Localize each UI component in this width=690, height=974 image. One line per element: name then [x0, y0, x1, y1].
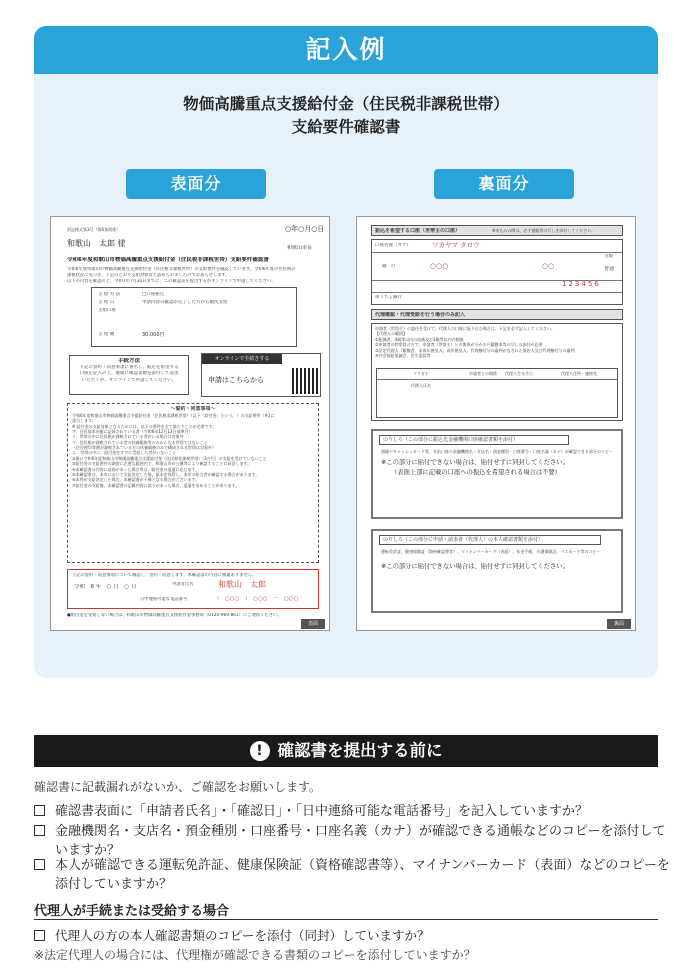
back-section2-bar: [371, 309, 623, 320]
type-value: 普通: [604, 266, 615, 272]
notice-bar: [34, 735, 658, 767]
front-corner-label: 表面: [301, 619, 325, 629]
proxy-header: 代理人住所・連絡先: [561, 371, 597, 376]
pledge-title: ～誓約・同意事項～: [170, 406, 216, 412]
proxy-header: フリガナ: [413, 371, 429, 376]
intro-line: 以下の内容を確認の上、令和7年7月31日までに、この確認書を提出するかオンラインで申請してください。: [67, 278, 276, 284]
account-name-label: 口座名義（カナ）: [375, 243, 411, 248]
sign-phone: （ ○○○ ） ○○○ － ○○○: [214, 596, 299, 602]
front-heading: 令和6年度和歌山市物価高騰重点支援給付金（住民税非課税世帯）支給要件確認書: [67, 257, 269, 263]
online-link-text: 申請はこちらから: [208, 376, 264, 384]
check-text: 確認書表面に「申請者氏名」・「確認日」・「日中連絡可能な電話番号」を記入していますか？: [55, 804, 589, 819]
sign-name-label: 申請者氏名: [172, 582, 194, 587]
attach1-note2: （表面上部に記載の口座への振込を希望される場合は不要）: [391, 469, 562, 476]
sign-date: 令和 6 年 ○ 月 ○ 日: [74, 584, 137, 590]
attach2-note: ※この部分に貼付できない場合は、貼付せずに同封してください。: [381, 563, 569, 570]
front-footer: ●給付金を受給しない場合は、和歌山市物価高騰重点支援給付金事務局（0120-969-861）にご連絡ください。: [67, 613, 282, 618]
sign-phone-label: 日中連絡可能な電話番号: [140, 597, 188, 602]
info-value: 申請内容の確認が完了した方から順次支給: [142, 300, 228, 305]
issue-date: ○年○月○日: [285, 225, 325, 233]
check-item-1[interactable]: [34, 800, 664, 819]
tab-front: 表面分: [126, 169, 266, 199]
procedure-box: [69, 355, 189, 395]
info-label: 支 給 額: [98, 332, 115, 337]
account-number-value: 123456: [562, 280, 601, 288]
checkbox-icon[interactable]: [34, 825, 45, 836]
back-section1-bar: [371, 225, 623, 236]
sign-statement: 上記の誓約・同意事項について確認し、誓約・同意します。本確認書の内容に相違ありません。: [72, 573, 257, 578]
pledge-line: 該当します。: [72, 418, 96, 424]
procedure-line: 口座を記入の上、裏面に確認書類を添付して返送: [79, 371, 179, 377]
proxy-box: [371, 323, 623, 421]
proxy-text: [372, 324, 622, 360]
notice-bar-title: 確認書を提出する前に: [277, 741, 443, 760]
pledge-box: [67, 403, 319, 563]
divider: [377, 379, 617, 380]
branch-value: ○○: [542, 262, 555, 270]
example-header: 記入例: [34, 26, 658, 74]
pledge-line: ※ 給付金の支給対象となるためには、以下の要件を全て満たすことが必要です。: [72, 423, 217, 429]
pledge-line: ②既に令和6年度和歌山市物価高騰重点支援給付金（住民税非課税世帯）（3万円）の支給を受けていないこと: [72, 455, 267, 461]
check-item-3[interactable]: [34, 856, 674, 894]
intro-line: 令和6年度和歌山市物価高騰重点支援給付金（住民税非課税世帯）の支給要件を確認しています。令和6年度の住民税の: [67, 267, 296, 272]
online-title: オンラインで手続きする: [202, 354, 282, 364]
proxy-line: ①配偶者、4親等以内の血族及び1親等以内の姻族: [375, 336, 464, 342]
pledge-line: ウ．住民税が課税されている者の扶養親族等のみからなる世帯ではないこと: [72, 439, 208, 445]
divider: [372, 252, 622, 253]
pledge-line: イ．世帯の中に住民税が課税されている者がいる場合は対象外: [72, 434, 184, 440]
bank-label: 銀 行: [382, 264, 396, 269]
attach1-sub: 通帳やキャッシュカード等、支給口座の金融機関名・支店名・預金種別・口座番号・口座名義（カナ）が確認できる部分のコピー: [381, 449, 613, 454]
info-label: 支給口座: [98, 308, 116, 313]
front-intro: [67, 267, 317, 284]
proxy-heading: 代理人が手続または受給する場合: [34, 900, 658, 920]
check-text: 金融機関名・支店名・預金種別・口座番号・口座名義（カナ）が確認できる通帳などのコピーを添付していますか？: [55, 824, 666, 858]
procedure-line: 下記の誓約・同意事項に署名し、振込を希望する: [79, 365, 179, 371]
bank-value: ○○○: [430, 262, 449, 270]
issuer: 和歌山市長: [287, 245, 313, 251]
pledge-line: （住民税均等割が課税されている方の扶養親族のみで構成される世帯は対象外）: [72, 445, 216, 451]
pledge-line: ③給付金の支給要件の調査に必要な範囲内で、和歌山市が公簿等により確認することに同意します。: [72, 461, 252, 467]
qr-code-icon: [292, 368, 318, 394]
pledge-line: ④本確認書の内容に虚偽があった場合等は、給付金の返還に応じます。: [72, 466, 200, 472]
back-section1-title: 振込を希望する口座（世帯主の口座）: [375, 228, 461, 234]
doc-title-line2: 支給要件確認書: [291, 118, 401, 136]
divider: [372, 292, 622, 293]
check-text: 本人が確認できる運転免許証、健康保険証（資格確認書等）、マイナンバーカード（表面）などのコピーを添付していますか？: [55, 858, 670, 892]
attach2-sub: 運転免許証、健康保険証（資格確認書等）、マイナンバーカード（表面）、年金手帳、介護保険証、パスポート等のコピー: [381, 549, 601, 554]
account-name-value: ワカヤマ タロウ: [432, 241, 480, 249]
payment-info-box: [91, 287, 297, 347]
attach2-title: のりしろ（この部分に申請・請求者（代理人）の本人確認書類を添付）: [379, 535, 601, 545]
info-label: 支 給 日: [98, 300, 115, 305]
proxy-line: 申請者（世帯主）の委任を受けて、代理人の口座に振り込む場合は、下記を必ず記入してください。: [375, 326, 555, 331]
attach2-box: [371, 529, 623, 613]
amount-value: 30,000円: [142, 332, 165, 338]
addressee: 和歌山 太郎 様: [67, 239, 126, 248]
checkbox-icon[interactable]: [34, 805, 45, 816]
attach1-title: のりしろ（この部分に振込先金融機関口座確認書類を添付）: [379, 435, 569, 445]
proxy-line: 【代理人の範囲】: [375, 331, 407, 337]
pledge-line: ⑥本件が支給決定した場合、本確認書が不備となる場合がございます。: [72, 477, 200, 483]
proxy-line: ③法定代理人（親権者、未成年後見人、成年後見人、代理権付与の審判がなされた保佐人及び代理権付与の審判: [375, 347, 575, 353]
pledge-line: ⑤本確認書は、本市において支給決定した後、原本を保管し、本市の担当者が確認する場合があります。: [72, 472, 260, 478]
tab-back: 裏面分: [434, 169, 574, 199]
account-table: [371, 239, 623, 305]
pledge-line: ア．住民基本台帳に記録されている者（令和6年12月13日基準日）: [72, 428, 193, 434]
info-value: □口座振込: [142, 292, 165, 297]
proxy-row-label: 代理人氏名: [411, 383, 431, 388]
pledge-line: 令和6年度和歌山市物価高騰重点支援給付金（住民税非課税世帯）（以下「給付金」という。）の支給要件（※1に: [72, 412, 275, 418]
back-corner-label: 裏面: [607, 619, 631, 629]
pledge-line: ⑦給付金の支給後、本確認書の記載内容に誤りがあった場合、返還を求めることがあります。: [72, 482, 240, 488]
front-sheet: [50, 216, 330, 631]
back-sheet: [356, 216, 636, 631]
attach1-note1: ※この部分に貼付できない場合は、貼付せずに同封してください。: [381, 459, 569, 466]
pledge-list: [68, 413, 318, 488]
checkbox-icon[interactable]: [34, 859, 45, 870]
back-section2-title: 代理確認・代理受給を行う場合のみ記入: [375, 312, 466, 318]
procedure-title: 手続方法: [117, 358, 140, 364]
back-section1-note: ※申込みの際は、必ず通帳等の写しを添付してください。: [492, 228, 596, 233]
sign-name: 和歌山 太郎: [218, 580, 266, 589]
form-number: 別記様式第3号（第6条関係）: [67, 227, 121, 232]
pledge-line: エ．世帯の中に、給付金をすでに受給した者がいないこと: [72, 450, 177, 456]
signature-box: [67, 569, 319, 609]
intro-line: 課税状況に基づき、下記のとおり支給対象者と認められましたのでお知らせします。: [67, 272, 230, 278]
proxy-header: 申請者との関係: [469, 371, 497, 376]
attach1-box: [371, 429, 623, 519]
exclamation-icon: !: [250, 741, 270, 761]
info-label: 支 給 方 法: [98, 292, 121, 297]
proxy-line: ②申請者の世帯員の方で、申請者（世帯主）との関係が分かる戸籍謄本等の写しの添付が必要: [375, 342, 543, 348]
online-box: [201, 353, 321, 397]
check-item-2[interactable]: [34, 822, 674, 860]
yucho-label: ゆうちょ銀行: [375, 295, 402, 300]
procedure-line: いただくか、オンラインで申請してください。: [81, 377, 177, 383]
check-text: 代理人の方の本人確認書類のコピーを添付（同封）していますか？: [55, 928, 430, 943]
proxy-note: ※法定代理人の場合には、代理権が確認できる書類のコピーを添付していますか？: [34, 948, 476, 962]
type-label: 分類: [604, 254, 613, 259]
notice-intro: 確認書に記載漏れがないか、ご確認をお願いします。: [34, 780, 322, 794]
proxy-check-item[interactable]: [34, 926, 430, 944]
proxy-table: [376, 368, 618, 418]
proxy-line: ④社会福祉協議会、民生委員等: [375, 352, 431, 358]
checkbox-icon[interactable]: [34, 930, 45, 941]
proxy-header: 代理人生年月日: [505, 371, 533, 376]
doc-title-line1: 物価高騰重点支援給付金（住民税非課税世帯）: [183, 95, 509, 113]
